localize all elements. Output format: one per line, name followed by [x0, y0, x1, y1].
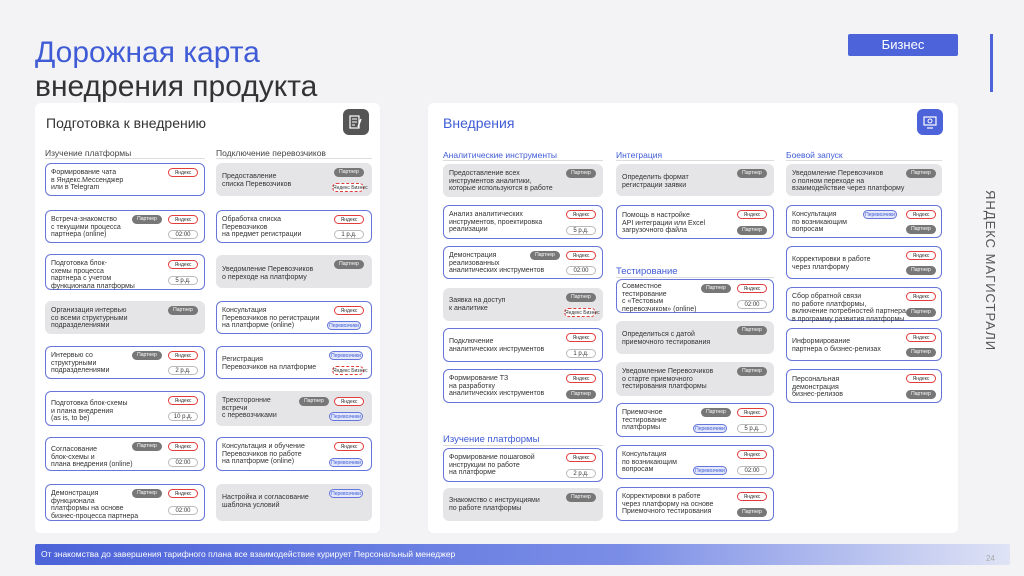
footer-banner: От знакомства до завершения тарифного плана все взаимодействие курирует Персональный менеджер: [35, 544, 1010, 565]
card-text: Согласование блок-схемы и плана внедрения (online): [51, 446, 133, 468]
roadmap-card: [616, 403, 774, 437]
yandex-tag: Яндекс: [906, 333, 936, 342]
partner-tag: Партнер: [906, 169, 936, 178]
partner-tag: Партнер: [132, 442, 162, 451]
partner-tag: Партнер: [530, 251, 560, 260]
roadmap-card: [45, 210, 205, 243]
col-head-launch: Боевой запуск: [786, 150, 843, 160]
partner-tag: Партнер: [566, 169, 596, 178]
roadmap-card: [786, 287, 942, 321]
duration-value: 1 р.д.: [566, 349, 596, 358]
document-edit-icon: [343, 109, 369, 135]
carrier-tag: Перевозчики: [693, 466, 727, 475]
card-text: Совместное тестирование с «Тестовым перевозчиком» (online): [622, 283, 697, 313]
partner-tag: Партнер: [906, 225, 936, 234]
roadmap-card: [45, 437, 205, 471]
yandex-business-tag: Яндекс Бизнес: [565, 310, 600, 316]
carrier-tag: Перевозчики: [329, 489, 363, 498]
yandex-tag: Яндекс: [737, 492, 767, 501]
yandex-tag: Яндекс: [168, 489, 198, 498]
card-text: Регистрация Перевозчиков на платформе: [222, 356, 317, 371]
carrier-tag: Перевозчики: [693, 424, 727, 433]
title-line-1: Дорожная карта: [35, 36, 260, 69]
card-text: Формирование чата в Яндекс.Мессенджер или в Telegram: [51, 169, 124, 191]
roadmap-card: [216, 346, 372, 379]
card-text: Настройка и согласование шаблона условий: [222, 494, 309, 509]
roadmap-card: [443, 488, 603, 521]
partner-tag: Партнер: [737, 326, 767, 335]
carrier-tag: Перевозчики: [327, 321, 361, 330]
roadmap-card: [45, 163, 205, 196]
yandex-tag: Яндекс: [168, 442, 198, 451]
yandex-tag: Яндекс: [566, 453, 596, 462]
yandex-tag: Яндекс: [168, 396, 198, 405]
yandex-tag: Яндекс: [566, 333, 596, 342]
col-divider: [45, 158, 205, 159]
partner-tag: Партнер: [737, 367, 767, 376]
roadmap-card: [616, 487, 774, 521]
card-text: Интервью со структурными подразделениями: [51, 352, 110, 374]
yandex-tag: Яндекс: [168, 215, 198, 224]
card-text: Консультация Перевозчиков по регистрации на платформе (online): [222, 307, 320, 329]
card-text: Подготовка блок- схемы процесса партнера с учетом функционала платформы: [51, 260, 135, 290]
roadmap-card: [616, 321, 774, 354]
duration-value: 5 р.д.: [566, 226, 596, 235]
yandex-tag: Яндекс: [906, 210, 936, 219]
yandex-tag: Яндекс: [334, 442, 364, 451]
card-text: Приемочное тестирование платформы: [622, 409, 667, 431]
yandex-tag: Яндекс: [737, 284, 767, 293]
yandex-tag: Яндекс: [168, 168, 198, 177]
right-panel: [428, 103, 958, 533]
yandex-tag: Яндекс: [566, 251, 596, 260]
carrier-tag: Перевозчики: [329, 412, 363, 421]
partner-tag: Партнер: [906, 390, 936, 399]
yandex-tag: Яндекс: [906, 292, 936, 301]
card-text: Трехсторонние встречи с перевозчиками: [222, 397, 277, 419]
card-text: Обработка списка Перевозчиков на предмет регистрации: [222, 216, 302, 238]
roadmap-card: [786, 369, 942, 403]
card-text: Консультация по возникающим вопросам: [792, 211, 847, 233]
partner-tag: Партнер: [737, 169, 767, 178]
partner-tag: Партнер: [906, 308, 936, 317]
duration-value: 02:00: [566, 266, 596, 275]
partner-tag: Партнер: [132, 489, 162, 498]
duration-value: 5 р.д.: [168, 276, 198, 285]
yandex-tag: Яндекс: [168, 351, 198, 360]
yandex-tag: Яндекс: [906, 251, 936, 260]
card-text: Персональная демонстрация бизнес-релизов: [792, 376, 844, 398]
card-text: Подключение аналитических инструментов: [449, 338, 545, 353]
roadmap-card: [216, 437, 372, 471]
duration-value: 1 р.д.: [334, 230, 364, 239]
roadmap-card: [786, 205, 942, 238]
card-text: Формирование пошаговой инструкции по работе на платформе: [449, 454, 535, 476]
left-panel: [35, 103, 380, 533]
accent-vertical-line: [990, 34, 993, 92]
business-badge: Бизнес: [848, 34, 958, 56]
settings-monitor-icon: [917, 109, 943, 135]
yandex-tag: Яндекс: [566, 210, 596, 219]
roadmap-card: [443, 205, 603, 239]
roadmap-card: [443, 448, 603, 482]
card-text: Определить формат регистрации заявки: [622, 174, 689, 189]
card-text: Консультация и обучение Перевозчиков по работе на платформе (online): [222, 443, 305, 465]
partner-tag: Партнер: [334, 168, 364, 177]
carrier-tag: Перевозчики: [863, 210, 897, 219]
card-text: Формирование ТЗ на разработку аналитических инструментов: [449, 375, 545, 397]
right-panel-title: Внедрения: [443, 115, 515, 131]
partner-tag: Партнер: [737, 226, 767, 235]
partner-tag: Партнер: [737, 508, 767, 517]
card-text: Уведомление Перевозчиков о старте приемочного тестирования платформы: [622, 368, 714, 390]
partner-tag: Партнер: [299, 397, 329, 406]
title-line-2: внедрения продукта: [35, 70, 318, 103]
partner-tag: Партнер: [168, 306, 198, 315]
carrier-tag: Перевозчики: [329, 458, 363, 467]
duration-value: 02:00: [168, 458, 198, 467]
roadmap-card: [616, 362, 774, 396]
card-text: Предоставление всех инструментов аналитики, которые используются в работе: [449, 170, 553, 192]
card-text: Уведомление Перевозчиков о полном переходе на взаимодействие через платформу: [792, 170, 905, 192]
partner-tag: Партнер: [132, 351, 162, 360]
yandex-tag: Яндекс: [737, 450, 767, 459]
roadmap-card: [45, 484, 205, 521]
duration-value: 02:00: [168, 230, 198, 239]
yandex-tag: Яндекс: [737, 210, 767, 219]
yandex-tag: Яндекс: [737, 408, 767, 417]
roadmap-card: [443, 246, 603, 279]
vertical-brand-label: ЯНДЕКС МАГИСТРАЛИ: [983, 190, 998, 352]
partner-tag: Партнер: [566, 390, 596, 399]
partner-tag: Партнер: [566, 293, 596, 302]
yandex-tag: Яндекс: [334, 306, 364, 315]
col-head-integration: Интеграция: [616, 150, 663, 160]
roadmap-card: [616, 205, 774, 239]
slide-title: [35, 36, 317, 104]
partner-tag: Партнер: [906, 266, 936, 275]
duration-value: 2 р.д.: [566, 469, 596, 478]
yandex-tag: Яндекс: [334, 397, 364, 406]
card-text: Организация интервью со всеми структурными подразделениями: [51, 307, 128, 329]
yandex-business-tag: Яндекс Бизнес: [333, 185, 368, 191]
roadmap-card: [45, 301, 205, 334]
roadmap-card: [443, 164, 603, 197]
roadmap-card: [443, 328, 603, 362]
duration-value: 5 р.д.: [737, 424, 767, 433]
roadmap-card: [216, 163, 372, 196]
roadmap-card: [216, 301, 372, 334]
col-divider: [616, 277, 774, 278]
card-text: Консультация по возникающим вопросам: [622, 451, 677, 473]
card-text: Заявка на доступ к аналитике: [449, 297, 506, 312]
card-text: Демонстрация реализованных аналитических инструментов: [449, 252, 545, 274]
roadmap-card: [616, 164, 774, 196]
duration-value: 10 р.д.: [168, 412, 198, 421]
card-text: Демонстрация функционала платформы на основе бизнес-процесса партнера: [51, 490, 139, 520]
roadmap-card: [45, 391, 205, 426]
carrier-tag: Перевозчики: [329, 351, 363, 360]
roadmap-card: [443, 369, 603, 403]
roadmap-card: [443, 288, 603, 321]
duration-value: 02:00: [737, 300, 767, 309]
roadmap-card: [786, 328, 942, 361]
partner-tag: Партнер: [701, 284, 731, 293]
col-divider: [443, 160, 603, 161]
col-divider: [616, 160, 774, 161]
col-head-carriers: Подключение перевозчиков: [216, 148, 326, 158]
card-text: Определиться с датой приемочного тестирования: [622, 331, 711, 346]
card-text: Подготовка блок-схемы и плана внедрения (as is, to be): [51, 400, 128, 422]
roadmap-card: [45, 346, 205, 379]
card-text: Встреча-знакомство с текущими процесса партнера (online): [51, 216, 121, 238]
yandex-tag: Яндекс: [906, 374, 936, 383]
col-divider: [443, 445, 603, 446]
roadmap-card: [616, 445, 774, 479]
page-number: 24: [986, 554, 995, 563]
card-text: Знакомство с инструкциями по работе платформы: [449, 497, 540, 512]
partner-tag: Партнер: [334, 260, 364, 269]
left-panel-title: Подготовка к внедрению: [46, 115, 207, 131]
card-text: Корректировки в работе через платформу на основе Приемочного тестирования: [622, 493, 714, 515]
roadmap-card: [216, 255, 372, 288]
col-divider: [216, 158, 372, 159]
roadmap-card: [216, 210, 372, 243]
card-text: Информирование партнера о бизнес-релизах: [792, 338, 881, 353]
roadmap-card: [616, 279, 774, 313]
yandex-business-tag: Яндекс Бизнес: [333, 368, 368, 374]
card-text: Предоставление списка Перевозчиков: [222, 173, 292, 188]
card-text: Корректировки в работе через платформу: [792, 256, 871, 271]
col-divider: [786, 160, 942, 161]
card-text: Анализ аналитических инструментов, проектировка реализации: [449, 211, 543, 233]
col-head-analytics: Аналитические инструменты: [443, 150, 558, 160]
roadmap-card: [786, 164, 942, 196]
duration-value: 02:00: [168, 506, 198, 515]
duration-value: 2 р.д.: [168, 366, 198, 375]
yandex-tag: Яндекс: [566, 374, 596, 383]
duration-value: 02:00: [737, 466, 767, 475]
card-text: Помощь в настройке API интеграции или Excel загрузочного файла: [622, 212, 706, 234]
roadmap-card: [216, 484, 372, 521]
partner-tag: Партнер: [132, 215, 162, 224]
roadmap-card: [786, 246, 942, 279]
col-head-platform-study: Изучение платформы: [45, 148, 132, 158]
partner-tag: Партнер: [566, 493, 596, 502]
yandex-tag: Яндекс: [334, 215, 364, 224]
roadmap-card: [45, 254, 205, 290]
yandex-tag: Яндекс: [168, 260, 198, 269]
col-head-platform-study-2: Изучение платформы: [443, 434, 540, 445]
roadmap-card: [216, 391, 372, 426]
card-text: Сбор обратной связи по работе платформы, включение потребностей партнера в программу развития платформы: [792, 293, 906, 323]
partner-tag: Партнер: [906, 348, 936, 357]
partner-tag: Партнер: [701, 408, 731, 417]
col-head-testing: Тестирование: [616, 266, 678, 277]
card-text: Уведомление Перевозчиков о переходе на платформу: [222, 266, 314, 281]
